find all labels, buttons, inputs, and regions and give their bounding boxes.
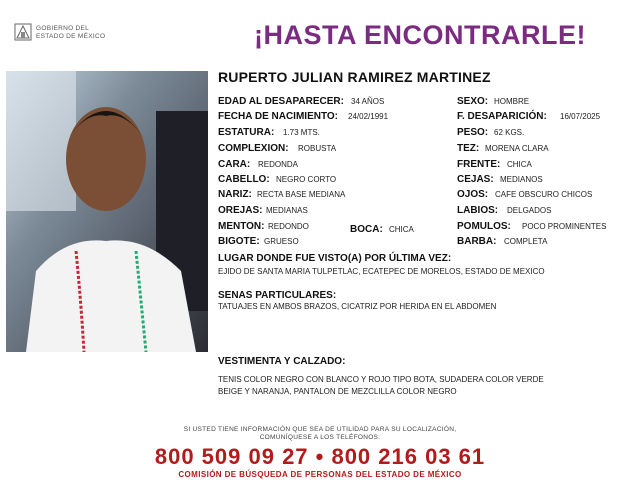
complexion-label: COMPLEXION: — [218, 143, 289, 154]
government-logo-text — [36, 25, 105, 41]
desaparicion-value: 16/07/2025 — [560, 112, 601, 121]
desaparicion-label: F. DESAPARICIÓN: — [457, 111, 547, 122]
contact-info-line-2: COMUNÍQUESE A LOS TELÉFONOS: — [259, 434, 381, 441]
clothing-line-2: BEIGE Y NARANJA, PANTALON DE MEZCLILLA COLOR NEGRO — [218, 387, 457, 396]
commission-name: COMISIÓN DE BÚSQUEDA DE PERSONAS DEL ESTADO DE MÉXICO — [178, 470, 462, 479]
marks-label: SENAS PARTICULARES: — [218, 290, 337, 301]
labios-value: DELGADOS — [507, 206, 552, 215]
nariz-value: RECTA BASE MEDIANA — [257, 190, 346, 199]
clothing-line-1: TENIS COLOR NEGRO CON BLANCO Y ROJO TIPO BOTA, SUDADERA COLOR VERDE — [218, 375, 544, 384]
peso-value: 62 KGS. — [494, 128, 525, 137]
tez-label: TEZ: — [457, 143, 480, 154]
gov-line-1: GOBIERNO DEL — [36, 25, 90, 32]
peso-label: PESO: — [457, 127, 489, 138]
frente-label: FRENTE: — [457, 159, 501, 170]
cara-value: REDONDA — [258, 160, 299, 169]
boca-value: CHICA — [389, 225, 414, 234]
clothing-label: VESTIMENTA Y CALZADO: — [218, 356, 346, 367]
sexo-label: SEXO: — [457, 96, 489, 107]
orejas-label: OREJAS: — [218, 205, 263, 216]
menton-value: REDONDO — [268, 222, 309, 231]
missing-person-photo — [6, 71, 208, 352]
barba-label: BARBA: — [457, 236, 497, 247]
pomulos-value: POCO PROMINENTES — [522, 222, 607, 231]
location-label: LUGAR DONDE FUE VISTO(A) POR ÚLTIMA VEZ: — [218, 253, 452, 264]
nacimiento-label: FECHA DE NACIMIENTO: — [218, 111, 338, 122]
cabello-label: CABELLO: — [218, 174, 270, 185]
frente-value: CHICA — [507, 160, 532, 169]
edad-value: 34 AÑOS — [351, 97, 385, 106]
bigote-value: GRUESO — [264, 237, 299, 246]
tez-value: MORENA CLARA — [485, 144, 549, 153]
barba-value: COMPLETA — [504, 237, 548, 246]
pomulos-label: POMULOS: — [457, 221, 511, 232]
contact-info — [0, 426, 640, 442]
nariz-label: NARIZ: — [218, 189, 252, 200]
sexo-value: HOMBRE — [494, 97, 530, 106]
orejas-value: MEDIANAS — [266, 206, 308, 215]
gov-line-2: ESTADO DE MÉXICO — [36, 33, 106, 40]
cara-label: CARA: — [218, 159, 251, 170]
menton-label: MENTON: — [218, 221, 265, 232]
location-value: EJIDO DE SANTA MARIA TULPETLAC, ECATEPEC DE MORELOS, ESTADO DE MEXICO — [218, 267, 545, 276]
edad-label: EDAD AL DESAPARECER: — [218, 96, 344, 107]
nacimiento-value: 24/02/1991 — [348, 112, 389, 121]
estatura-value: 1.73 MTS. — [283, 128, 320, 137]
cabello-value: NEGRO CORTO — [276, 175, 337, 184]
bigote-label: BIGOTE: — [218, 236, 260, 247]
estatura-label: ESTATURA: — [218, 127, 275, 138]
state-seal-icon — [14, 22, 32, 42]
ojos-value: CAFE OBSCURO CHICOS — [495, 190, 593, 199]
labios-label: LABIOS: — [457, 205, 499, 216]
ojos-label: OJOS: — [457, 189, 489, 200]
boca-label: BOCA: — [350, 224, 383, 235]
headline: ¡HASTA ENCONTRARLE! — [254, 20, 586, 50]
contact-info-line-1: SI USTED TIENE INFORMACIÓN QUE SEA DE UTILIDAD PARA SU LOCALIZACIÓN, — [183, 426, 457, 433]
cejas-value: MEDIANOS — [500, 175, 543, 184]
complexion-value: ROBUSTA — [298, 144, 337, 153]
cejas-label: CEJAS: — [457, 174, 494, 185]
marks-value: TATUAJES EN AMBOS BRAZOS, CICATRIZ POR HERIDA EN EL ABDOMEN — [218, 302, 497, 311]
phone-numbers: 800 509 09 27 • 800 216 03 61 — [154, 444, 486, 469]
person-name: RUPERTO JULIAN RAMIREZ MARTINEZ — [218, 69, 491, 85]
